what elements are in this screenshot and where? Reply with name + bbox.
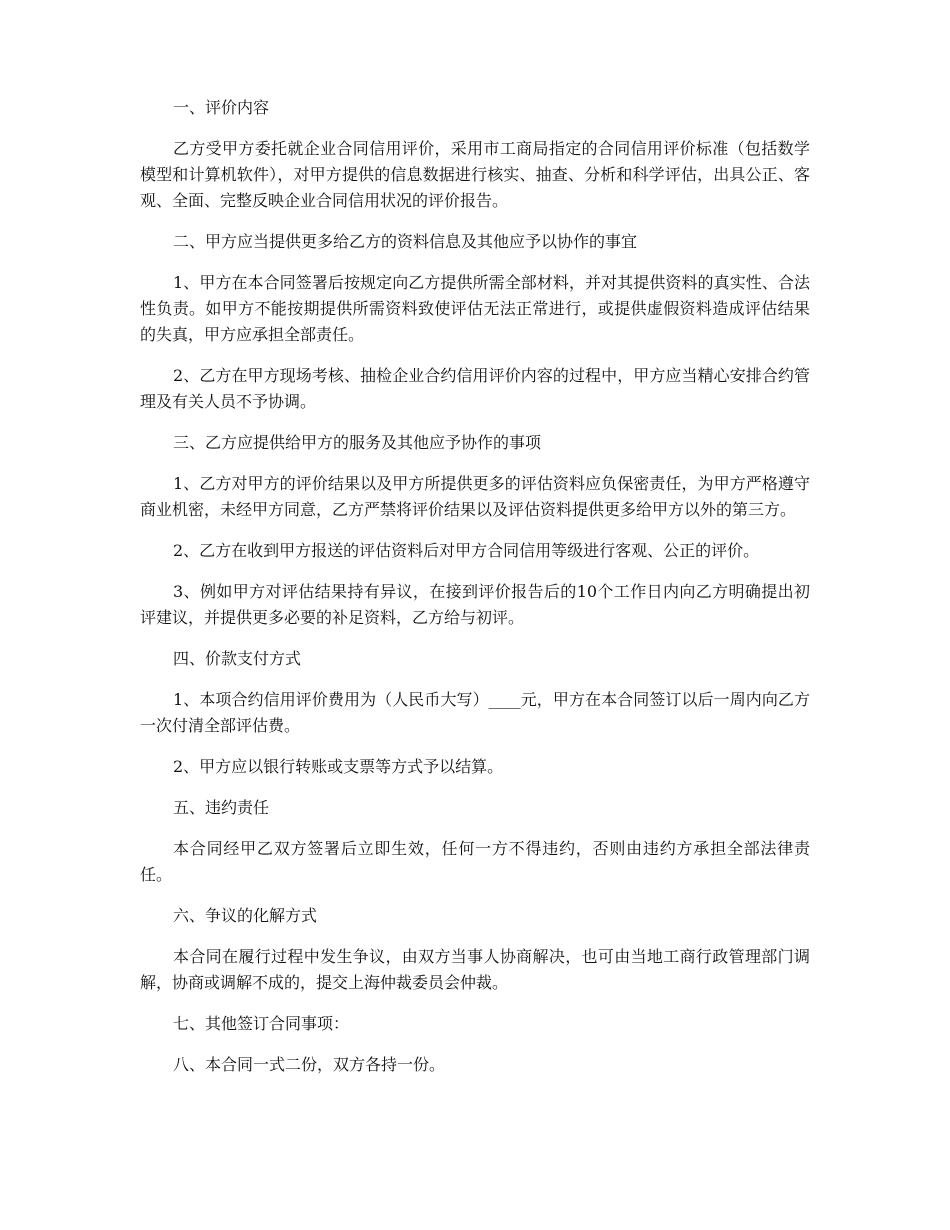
- section-7-heading: 七、其他签订合同事项：: [173, 1014, 350, 1033]
- document-page: [140, 95, 810, 1093]
- section-8-heading: 八、本合同一式二份，双方各持一份。: [173, 1055, 446, 1074]
- section-5-paragraph-1: 本合同经甲乙双方签署后立即生效，任何一方不得违约，否则由违约方承担全部法律责任。: [140, 839, 810, 884]
- section-3-paragraph-1: 1、乙方对甲方的评价结果以及甲方所提供更多的评估资料应负保密责任，为甲方严格遵守商业机密，未经甲方同意，乙方严禁将评价结果以及评估资料提供更多给甲方以外的第三方。: [140, 474, 810, 519]
- section-4-paragraph-2: 2、甲方应以银行转账或支票等方式予以结算。: [173, 757, 504, 776]
- section-2-heading: 二、甲方应当提供更多给乙方的资料信息及其他应予以协作的事宜: [173, 232, 638, 251]
- section-3-paragraph-3: 3、例如甲方对评估结果持有异议，在接到评价报告后的10个工作日内向乙方明确提出初评建议，并提供更多必要的补足资料，乙方给与初评。: [140, 582, 810, 627]
- section-2-paragraph-1: 1、甲方在本合同签署后按规定向乙方提供所需全部材料，并对其提供资料的真实性、合法性负责。如甲方不能按期提供所需资料致使评估无法正常进行，或提供虚假资料造成评估结果的失真，甲方应承担全部责任。: [140, 273, 810, 344]
- section-3-paragraph-2: 2、乙方在收到甲方报送的评估资料后对甲方合同信用等级进行客观、公正的评价。: [173, 541, 760, 560]
- section-4-heading: 四、价款支付方式: [173, 649, 302, 668]
- section-6-paragraph-1: 本合同在履行过程中发生争议，由双方当事人协商解决，也可由当地工商行政管理部门调解，协商或调解不成的，提交上海仲裁委员会仲裁。: [140, 947, 810, 992]
- section-4-paragraph-1: 1、本项合约信用评价费用为（人民币大写）____元，甲方在本合同签订以后一周内向乙方一次付清全部评估费。: [140, 690, 810, 735]
- section-5-heading: 五、违约责任: [173, 798, 270, 817]
- section-1-paragraph-1: 乙方受甲方委托就企业合同信用评价，采用市工商局指定的合同信用评价标准（包括数学模型和计算机软件），对甲方提供的信息数据进行核实、抽查、分析和科学评估，出具公正、客观、全面、完整反映企业合同信用状况的评价报告。: [140, 139, 810, 210]
- section-3-heading: 三、乙方应提供给甲方的服务及其他应予协作的事项: [173, 433, 542, 452]
- section-2-paragraph-2: 2、乙方在甲方现场考核、抽检企业合约信用评价内容的过程中，甲方应当精心安排合约管理及有关人员不予协调。: [140, 366, 810, 411]
- section-1-heading: 一、评价内容: [173, 98, 270, 117]
- section-6-heading: 六、争议的化解方式: [173, 906, 318, 925]
